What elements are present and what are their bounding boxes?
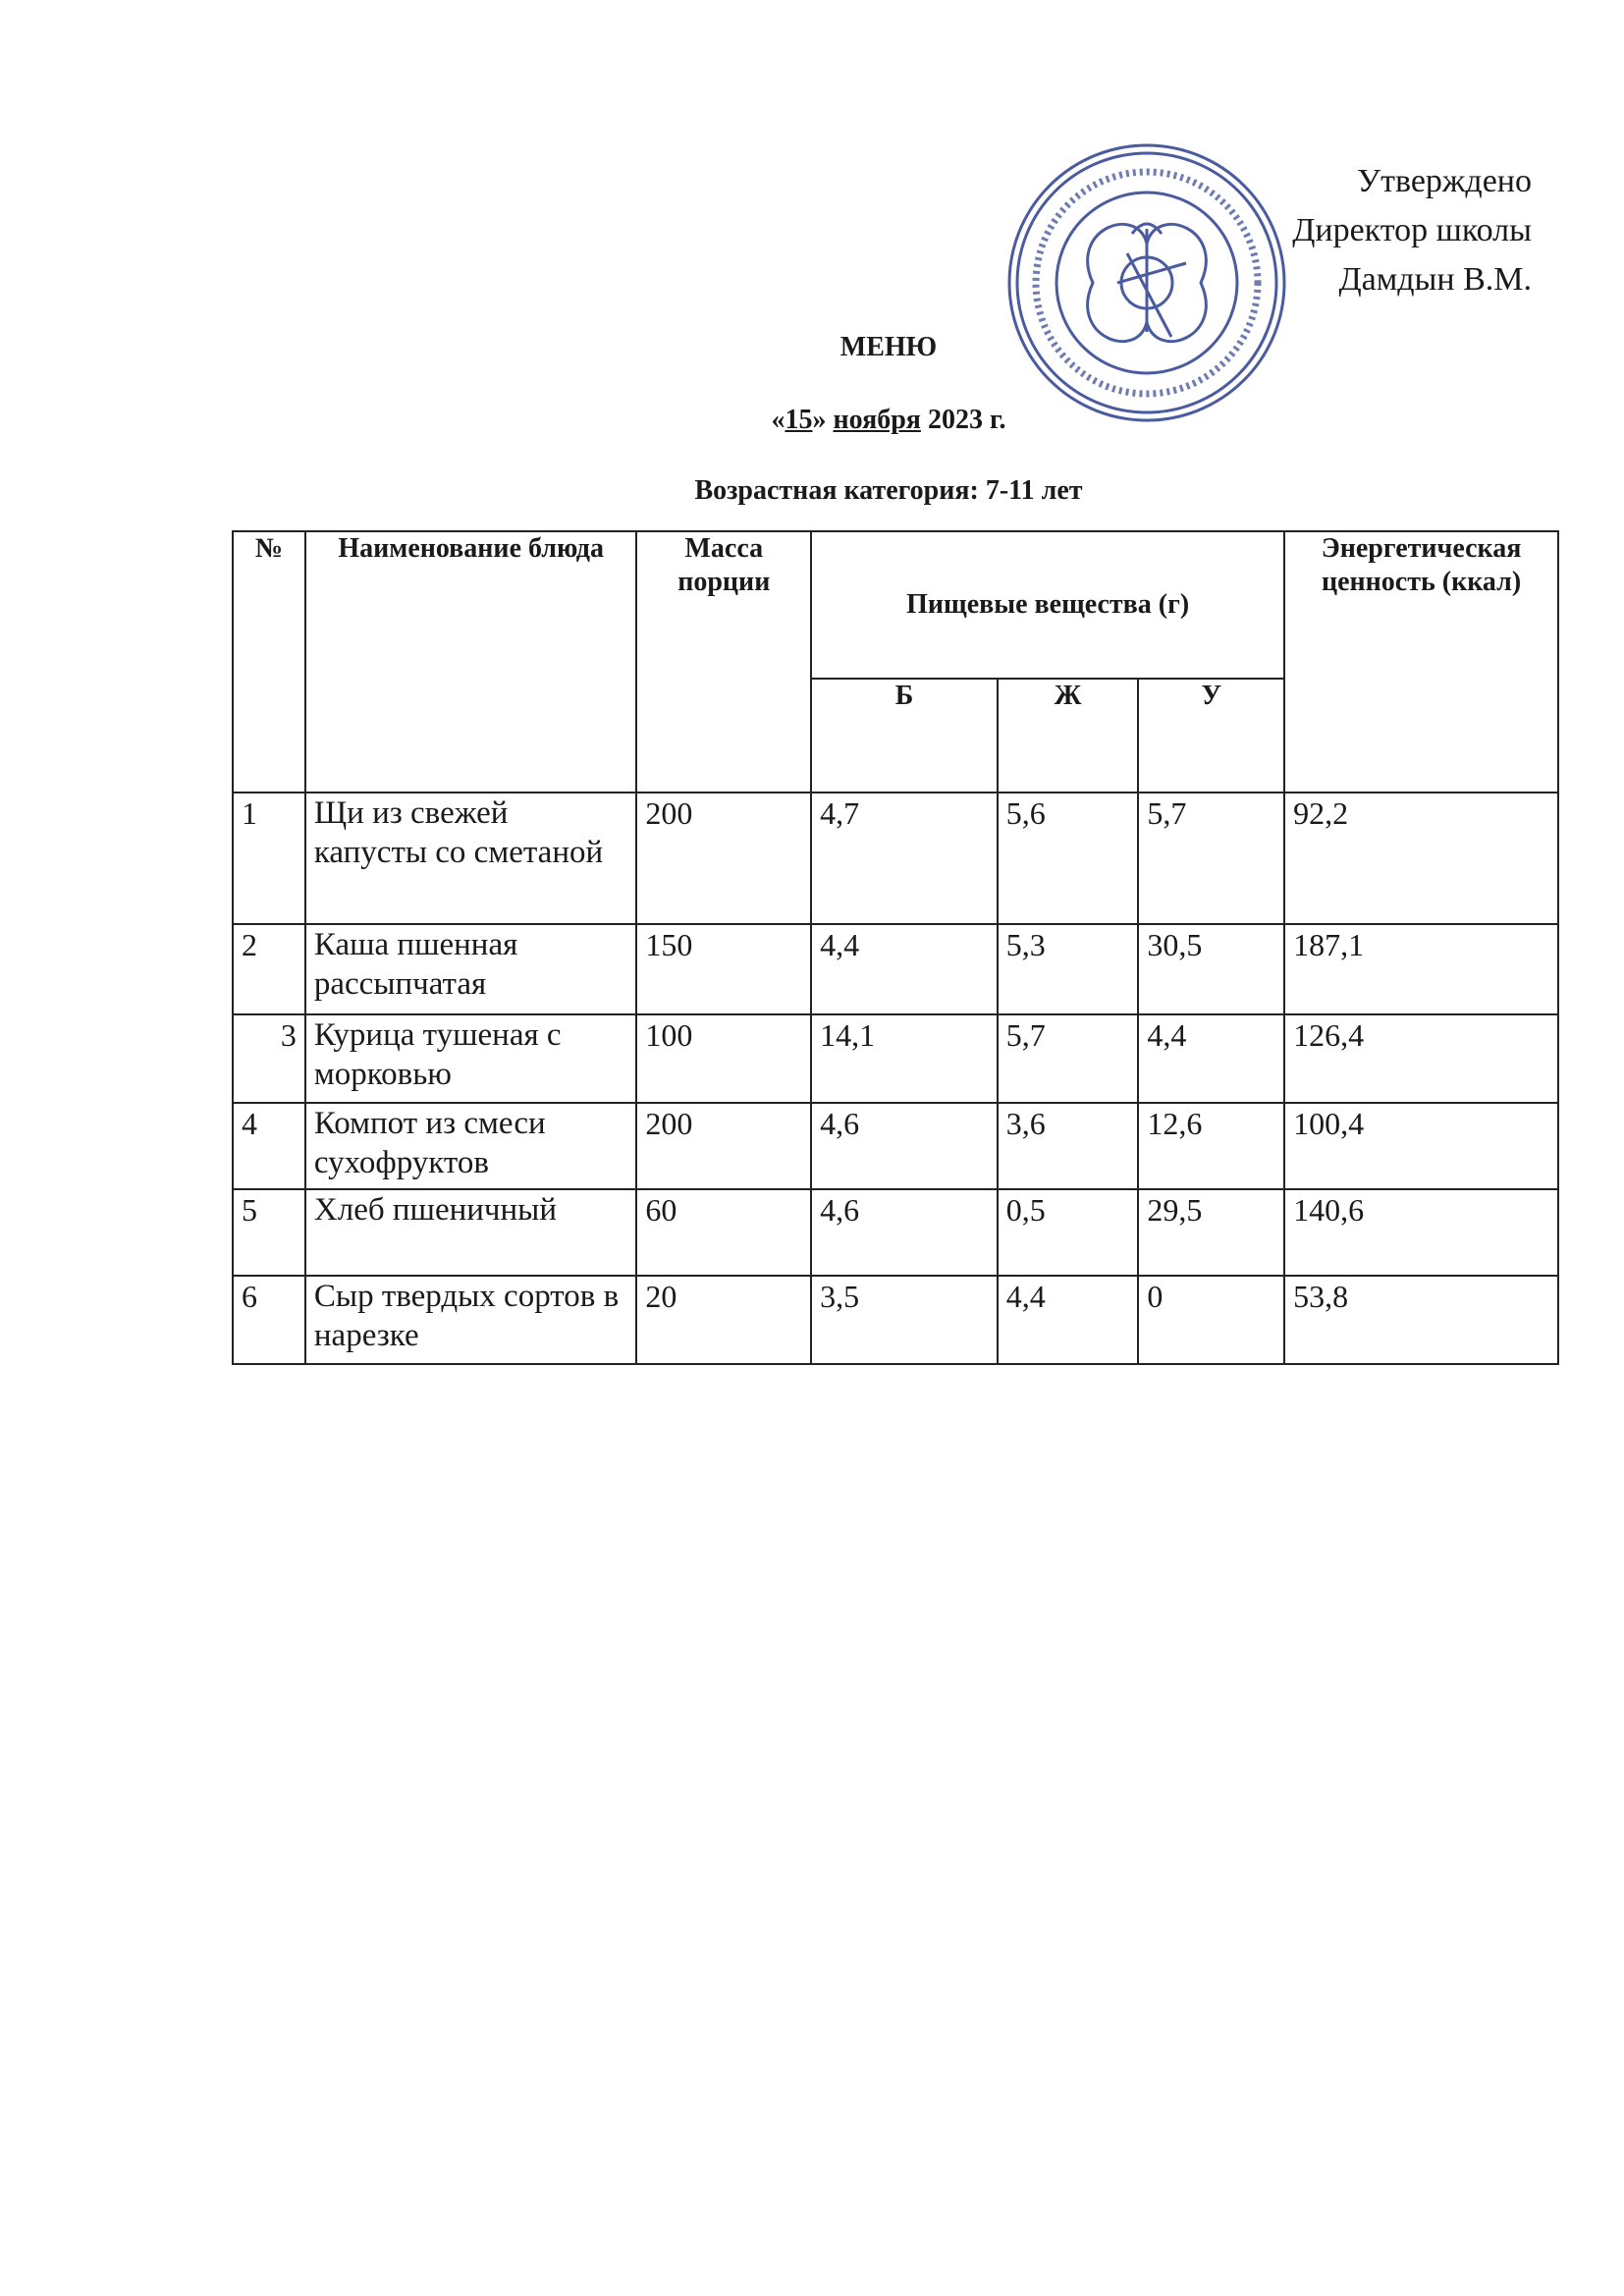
col-header-fat: Ж	[998, 679, 1139, 793]
table-row	[233, 1276, 1558, 1364]
date-close-quote: »	[812, 405, 834, 435]
row-num: 1	[233, 793, 305, 924]
row-mass: 100	[636, 1014, 811, 1103]
col-header-energy: Энергетическая ценность (ккал)	[1284, 531, 1558, 793]
row-fat: 5,6	[998, 793, 1139, 924]
row-carbs: 30,5	[1138, 924, 1284, 1014]
row-protein: 3,5	[811, 1276, 998, 1364]
row-dish-name: Компот из смеси сухофруктов	[305, 1103, 637, 1189]
row-dish-name: Хлеб пшеничный	[305, 1189, 637, 1276]
row-carbs: 4,4	[1138, 1014, 1284, 1103]
date-day: 15	[785, 405, 813, 435]
row-num: 6	[233, 1276, 305, 1364]
row-dish-name: Щи из свежей капусты со сметаной	[305, 793, 637, 924]
table-row	[233, 793, 1558, 924]
row-mass: 150	[636, 924, 811, 1014]
table-row	[233, 1103, 1558, 1189]
row-fat: 3,6	[998, 1103, 1139, 1189]
row-protein: 4,6	[811, 1103, 998, 1189]
row-dish-name: Курица тушеная с морковью	[305, 1014, 637, 1103]
row-fat: 5,3	[998, 924, 1139, 1014]
row-protein: 4,7	[811, 793, 998, 924]
date-year: 2023 г.	[920, 405, 1006, 435]
approval-position: Директор школы	[1292, 212, 1532, 248]
row-energy: 140,6	[1284, 1189, 1558, 1276]
table-row	[233, 924, 1558, 1014]
row-mass: 200	[636, 793, 811, 924]
table-row	[233, 1189, 1558, 1276]
approval-title: Утверждено	[1357, 163, 1532, 199]
row-num: 2	[233, 924, 305, 1014]
row-num: 4	[233, 1103, 305, 1189]
approval-signer: Дамдын В.М.	[1338, 261, 1532, 298]
row-fat: 4,4	[998, 1276, 1139, 1364]
row-num: 3	[233, 1014, 305, 1103]
row-mass: 20	[636, 1276, 811, 1364]
row-energy: 92,2	[1284, 793, 1558, 924]
row-dish-name: Каша пшенная рассыпчатая	[305, 924, 637, 1014]
row-num: 5	[233, 1189, 305, 1276]
row-energy: 126,4	[1284, 1014, 1558, 1103]
row-carbs: 0	[1138, 1276, 1284, 1364]
row-dish-name: Сыр твердых сортов в нарезке	[305, 1276, 637, 1364]
row-energy: 100,4	[1284, 1103, 1558, 1189]
col-header-name: Наименование блюда	[305, 531, 637, 793]
row-protein: 14,1	[811, 1014, 998, 1103]
col-header-carbs: У	[1138, 679, 1284, 793]
col-header-num: №	[233, 531, 305, 793]
date-month: ноября	[833, 405, 921, 435]
approval-block	[1178, 157, 1532, 304]
row-energy: 187,1	[1284, 924, 1558, 1014]
date-open-quote: «	[771, 405, 785, 435]
col-header-mass: Масса порции	[636, 531, 811, 793]
row-mass: 60	[636, 1189, 811, 1276]
row-protein: 4,4	[811, 924, 998, 1014]
table-header-row	[233, 531, 1558, 679]
row-energy: 53,8	[1284, 1276, 1558, 1364]
col-header-protein: Б	[811, 679, 998, 793]
row-carbs: 12,6	[1138, 1103, 1284, 1189]
table-row	[233, 1014, 1558, 1103]
row-fat: 5,7	[998, 1014, 1139, 1103]
menu-table	[232, 530, 1559, 1365]
row-carbs: 29,5	[1138, 1189, 1284, 1276]
age-category: Возрастная категория: 7-11 лет	[694, 475, 1083, 506]
row-carbs: 5,7	[1138, 793, 1284, 924]
row-mass: 200	[636, 1103, 811, 1189]
page-title: МЕНЮ	[839, 332, 938, 362]
row-fat: 0,5	[998, 1189, 1139, 1276]
col-header-nutrients: Пищевые вещества (г)	[811, 531, 1284, 679]
menu-date	[0, 405, 1624, 436]
row-protein: 4,6	[811, 1189, 998, 1276]
